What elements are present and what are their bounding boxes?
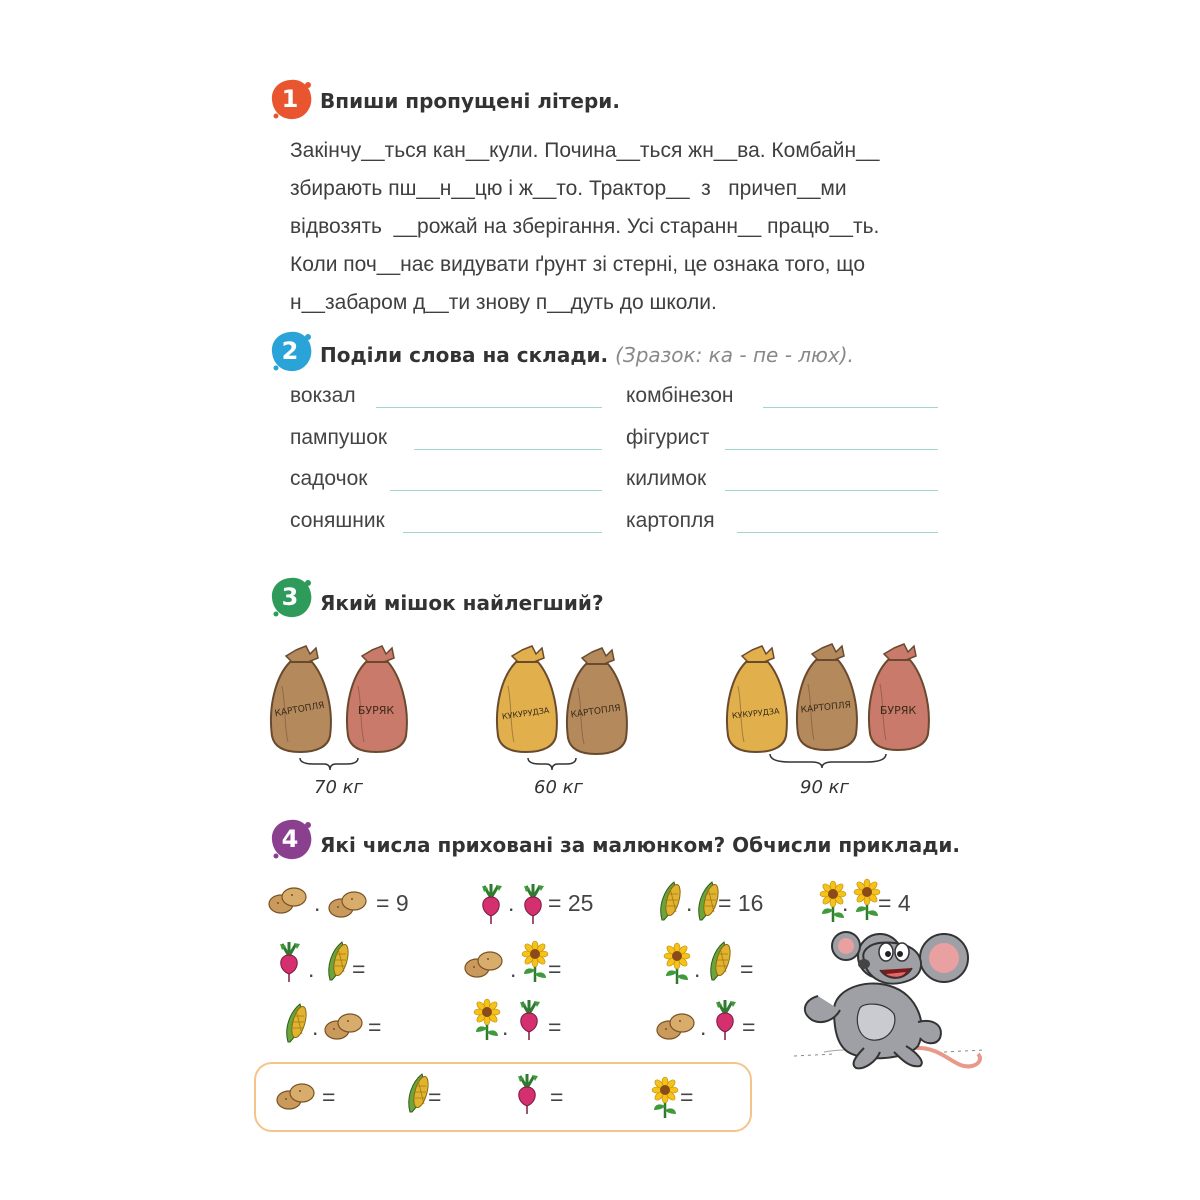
task4-number: 4: [281, 825, 299, 853]
task4-title: Які числа приховані за малюнком? Обчисли приклади.: [320, 833, 960, 857]
word-left: соняшник: [290, 509, 385, 532]
corn-sack: [497, 646, 557, 752]
potato-icon: [464, 948, 506, 982]
dot: .: [842, 890, 849, 916]
brace: [770, 754, 886, 768]
corn-icon: [706, 940, 736, 984]
potato-icon: [268, 884, 310, 918]
beet-sack: [347, 646, 407, 752]
corn-sack: [727, 646, 787, 752]
beet-icon: [274, 940, 306, 984]
potato-sack: [271, 646, 331, 752]
answer-line[interactable]: [737, 532, 938, 533]
task1-badge: [270, 78, 314, 122]
beet-icon: [710, 998, 742, 1042]
task2-number: 2: [281, 337, 299, 365]
corn-icon: [282, 1002, 312, 1046]
answer-line[interactable]: [403, 532, 602, 533]
beet-sack-label: БУРЯК: [879, 704, 917, 717]
sunflower-icon: [650, 1076, 680, 1120]
result-text: = 4: [878, 890, 911, 916]
word-right: килимок: [626, 467, 707, 490]
equals-sign: =: [322, 1084, 336, 1110]
mouse-illustration: [794, 930, 984, 1090]
task2-hint: (Зразок: ка - пе - люх).: [615, 343, 854, 367]
task1-title: Впиши пропущені літери.: [320, 89, 620, 113]
task2-badge: [270, 330, 314, 374]
answer-line[interactable]: [763, 407, 938, 408]
equals-sign: =: [368, 1014, 382, 1040]
answer-field-corn[interactable]: [450, 1082, 500, 1112]
potato-icon: [328, 888, 370, 922]
result-text: = 25: [548, 890, 594, 916]
word-right: фігурист: [626, 426, 710, 449]
dot: .: [508, 890, 515, 916]
potato-icon: [324, 1010, 366, 1044]
dot: .: [700, 1014, 707, 1040]
dot: .: [502, 1014, 509, 1040]
word-left: вокзал: [290, 384, 356, 407]
potato-icon: [276, 1080, 318, 1114]
beet-icon: [476, 882, 508, 926]
task1-line: відвозять __рожай на зберігання. Усі старанн__ працю__ть.: [290, 215, 880, 238]
dot: .: [510, 956, 517, 982]
answer-field-potato[interactable]: [344, 1082, 394, 1112]
task4-badge: [270, 818, 314, 862]
weight-label: 90 кг: [800, 777, 849, 798]
brace: [300, 758, 358, 770]
task1-line: н__забаром д__ти знову п__дуть до школи.: [290, 291, 717, 314]
task1-line: Закінчу__ться кан__кули. Почина__ться жн__ва. Комбайн__: [290, 139, 880, 162]
answer-field-beet[interactable]: [572, 1082, 622, 1112]
corn-icon: [324, 940, 354, 984]
sunflower-icon: [472, 998, 502, 1042]
task3-badge: [270, 576, 314, 620]
task1-line: Коли поч__нає видувати ґрунт зі стерні, це ознака того, що: [290, 253, 866, 276]
answer-line[interactable]: [390, 490, 602, 491]
weight-label: 70 кг: [314, 777, 363, 798]
answer-line[interactable]: [414, 449, 602, 450]
sacks-illustration: [250, 640, 950, 770]
word-left: пампушок: [290, 426, 388, 449]
task2-title-text: Поділи слова на склади.: [320, 343, 609, 367]
potato-sack-label: КАРТОПЛЯ: [273, 700, 326, 720]
equals-sign: =: [740, 956, 754, 982]
answer-line[interactable]: [725, 449, 938, 450]
sunflower-icon: [662, 942, 692, 986]
equals-sign: =: [352, 956, 366, 982]
task3-number: 3: [281, 583, 299, 611]
equals-sign: =: [428, 1084, 442, 1110]
task2-title: [320, 343, 854, 367]
dot: .: [312, 1014, 319, 1040]
answer-line[interactable]: [725, 490, 938, 491]
potato-icon: [656, 1010, 698, 1044]
equals-sign: =: [680, 1084, 694, 1110]
answer-line[interactable]: [376, 407, 602, 408]
equals-sign: =: [548, 1014, 562, 1040]
beet-sack: [869, 644, 929, 750]
beet-icon: [514, 998, 546, 1042]
sunflower-icon: [520, 940, 550, 984]
dot: .: [694, 956, 701, 982]
task1-paragraph: [290, 132, 930, 322]
word-left: садочок: [290, 467, 368, 490]
beet-icon: [518, 882, 550, 926]
weight-label: 60 кг: [534, 777, 583, 798]
equals-sign: =: [550, 1084, 564, 1110]
corn-sack-label: КУКУРУДЗА: [501, 705, 550, 722]
dot: .: [686, 890, 693, 916]
word-right: картопля: [626, 509, 715, 532]
equals-sign: =: [742, 1014, 756, 1040]
result-text: = 9: [376, 890, 409, 916]
task1-line: збирають пш__н__цю і ж__то. Трактор__ з причеп__ми: [290, 177, 847, 200]
dot: .: [308, 956, 315, 982]
potato-sack: [797, 644, 857, 750]
brace: [528, 758, 576, 770]
potato-sack-label: КАРТОПЛЯ: [570, 703, 622, 721]
result-text: = 16: [718, 890, 764, 916]
task3-title: Який мішок найлегший?: [320, 591, 604, 615]
corn-sack-label: КУКУРУДЗА: [731, 706, 780, 721]
task1-number: 1: [281, 85, 299, 113]
potato-sack: [567, 648, 627, 754]
corn-icon: [656, 880, 686, 924]
equals-sign: =: [548, 956, 562, 982]
beet-icon: [512, 1072, 544, 1116]
word-right: комбінезон: [626, 384, 734, 407]
dot: .: [314, 890, 321, 916]
beet-sack-label: БУРЯК: [357, 704, 395, 717]
answer-field-sunflower[interactable]: [702, 1082, 742, 1112]
potato-sack-label: КАРТОПЛЯ: [800, 700, 852, 716]
